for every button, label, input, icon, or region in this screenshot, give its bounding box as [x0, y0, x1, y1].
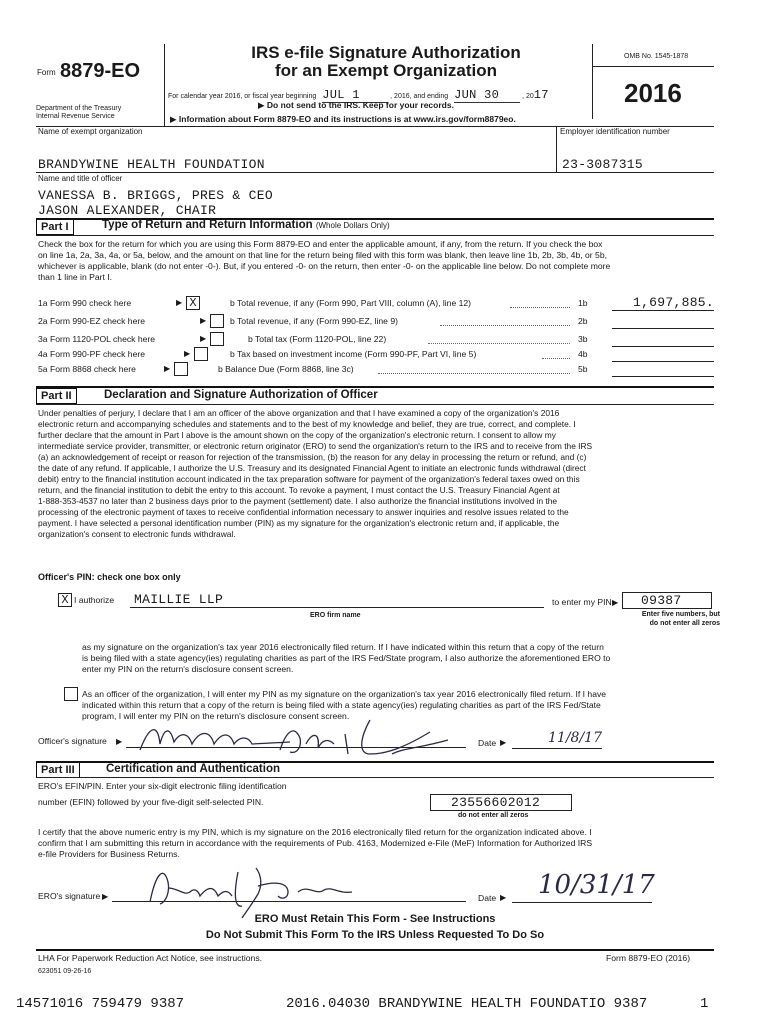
- line-2: 2a Form 990-EZ check here ▶ b Total revenue, if any (Form 990-EZ, line 9) 2b: [38, 314, 718, 328]
- ero-signature-label: ERO's signature: [38, 891, 101, 901]
- efin-label: ERO's EFIN/PIN. Enter your six-digit electronic filing identification number (EFIN) followed by your five-digit self-selected PIN.: [38, 781, 287, 807]
- officer-line-2: JASON ALEXANDER, CHAIR: [38, 203, 217, 218]
- part-2-declaration: Under penalties of perjury, I declare that I am an officer of the above organization and that I have examined a copy of the organization's 2016 electronic return and accompanying schedules and statements and to the best of my knowledge and belief, they are true, correct, and complete. I further declare that the amount in Part I above is the amount shown on the copy of the organization's electronic return. I consent to allow my intermediate service provider, transmitter, or electronic return originator (ERO) to send the organization's return to the IRS and to receive from the IRS (a) an acknowledgement of receipt or reason for rejection of the transmission, (b) the reason for any delay in processing the return or refund, and (c) the date of any refund. If applicable, I authorize the U.S. Treasury and its designated Financial Agent to initiate an electronic funds withdrawal (direct debit) entry to the financial institution account indicated in the tax preparation software for payment of the organization's federal taxes owed on this return, and the financial institution to debit the entry to this account. To revoke a payment, I must contact the U.S. Treasury Financial Agent at 1-888-353-4537 no later than 2 business days prior to the payment (settlement) date. I also authorize the financial institutions involved in the processing of the electronic payment of taxes to receive confidential information necessary to answer inquiries and resolve issues related to the payment. I have selected a personal identification number (PIN) as my signature for the organization's electronic return and, if applicable, the organization's consent to electronic funds withdrawal.: [38, 408, 593, 539]
- efin-note: do not enter all zeros: [458, 812, 529, 819]
- officer-date-label: Date: [478, 738, 497, 748]
- ero-date-label: Date: [478, 893, 497, 903]
- line-3: 3a Form 1120-POL check here ▶ b Total tax (Form 1120-POL, line 22) 3b: [38, 332, 718, 346]
- retention-notice: ERO Must Retain This Form - See Instructions Do Not Submit This Form To the IRS Unless Requested To Do So: [205, 913, 545, 941]
- pin-heading: Officer's PIN: check one box only: [38, 572, 181, 582]
- form-1120pol-checkbox[interactable]: [210, 332, 224, 346]
- page-number: 1: [700, 996, 709, 1012]
- officer-enter-pin-checkbox[interactable]: [64, 687, 78, 701]
- fiscal-end-date: JUN 30: [454, 88, 520, 103]
- do-not-send-notice: ▶ Do not send to the IRS. Keep for your records.: [258, 100, 454, 110]
- arrow-right-icon: ▶: [500, 893, 507, 902]
- part-2-title: Declaration and Signature Authorization of Officer: [104, 389, 378, 401]
- info-notice: ▶ Information about Form 8879-EO and its instructions is at www.irs.gov/form8879eo.: [170, 114, 516, 124]
- fiscal-begin-date: JUL 1: [322, 88, 388, 103]
- ero-signature-date: 10/31/17: [538, 870, 655, 900]
- arrow-right-icon: ▶: [200, 316, 207, 325]
- part-3-label: Part III: [36, 762, 80, 778]
- form-8868-checkbox[interactable]: [174, 362, 188, 376]
- authorize-ero-checkbox[interactable]: X: [58, 593, 72, 607]
- line-4: 4a Form 990-PF check here ▶ b Tax based on investment income (Form 990-PF, Part VI, line 5) 4b: [38, 347, 718, 361]
- pin-note: Enter five numbers, but do not enter all zeros: [641, 611, 720, 627]
- form-990pf-checkbox[interactable]: [194, 347, 208, 361]
- paperwork-notice: LHA For Paperwork Reduction Act Notice, see instructions.: [38, 953, 263, 963]
- arrow-right-icon: ▶: [200, 334, 207, 343]
- title-line-2: for an Exempt Organization: [275, 61, 497, 80]
- form-title: [216, 44, 556, 80]
- officer-signature-date: 11/8/17: [548, 730, 602, 746]
- part-1-label: Part I: [36, 219, 74, 235]
- fiscal-end-year: 17: [533, 88, 549, 102]
- part-1-instructions: Check the box for the return for which you are using this Form 8879-EO and enter the applicable amount, if any, from the return. If you check the box on line 1a, 2a, 3a, 4a, or 5a, below, and the amount on that line for the return being filed with this form was blank, then leave line 1b, 2b, 3b, 4b, or 5b, whichever is applicable, blank (do not enter -0-). But, if you entered -0- on the return, then enter -0- on the applicable line below. Do not complete more than 1 line in Part I.: [38, 239, 611, 282]
- title-line-1: IRS e-file Signature Authorization: [251, 43, 521, 62]
- arrow-right-icon: ▶: [184, 349, 191, 358]
- line-1: 1a Form 990 check here ▶ X b Total revenue, if any (Form 990, Part VIII, column (A), line 12) 1b 1,697,885.: [38, 295, 714, 310]
- ein: 23-3087315: [562, 157, 644, 172]
- org-name: BRANDYWINE HEALTH FOUNDATION: [38, 157, 265, 172]
- arrow-right-icon: ▶: [500, 738, 507, 747]
- form-990ez-checkbox[interactable]: [210, 314, 224, 328]
- form-code: 623051 09-26-16: [38, 968, 92, 975]
- officer-signature: [130, 714, 480, 762]
- officer-line-1: VANESSA B. BRIGGS, PRES & CEO: [38, 188, 273, 203]
- efin-pin-box[interactable]: [430, 794, 572, 811]
- ein-label: Employer identification number: [560, 127, 670, 136]
- department: Department of the Treasury Internal Revenue Service: [36, 105, 122, 120]
- officer-pin: 09387: [641, 593, 682, 608]
- bottom-id-right: 2016.04030 BRANDYWINE HEALTH FOUNDATIO 9387: [286, 996, 648, 1012]
- org-name-label: Name of exempt organization: [38, 127, 143, 136]
- option-1-text: as my signature on the organization's tax year 2016 electronically filed return. If I have indicated within this return that a copy of the return is being filed with a state agency(ies) regulating charities as part of the IRS Fed/State program, I also authorize the aforementioned ERO to enter my PIN on the return's disclosure consent screen.: [82, 642, 611, 674]
- pin-box[interactable]: [622, 592, 712, 609]
- form-number: 8879-EO: [60, 60, 141, 82]
- arrow-right-icon: ▶: [176, 298, 183, 307]
- form-reference: Form 8879-EO (2016): [606, 953, 691, 963]
- form-prefix: Form: [37, 68, 56, 77]
- ero-firm-name: MAILLIE LLP: [134, 592, 224, 607]
- part-3-title: Certification and Authentication: [106, 763, 280, 775]
- fiscal-year-line: For calendar year 2016, or fiscal year beginning JUL 1 , 2016, and ending JUN 30 , 2017: [168, 88, 549, 102]
- omb-number: OMB No. 1545-1878: [624, 53, 689, 60]
- efin-pin: 23556602012: [451, 795, 541, 810]
- total-revenue-990: 1,697,885.: [632, 295, 714, 310]
- officer-label: Name and title of officer: [38, 174, 123, 183]
- part-1-title: Type of Return and Return Information (Whole Dollars Only): [102, 219, 390, 231]
- bottom-id-left: 14571016 759479 9387: [16, 996, 185, 1012]
- option-2-text: As an officer of the organization, I will enter my PIN as my signature on the organization's tax year 2016 electronically filed return. If I have indicated within this return that a copy of the return is being filed with a state agency(ies) regulating charities as part of the IRS Fed/State program, I will enter my PIN on the return's disclosure consent screen.: [82, 689, 607, 721]
- ero-firm-label: ERO firm name: [310, 612, 361, 619]
- officer-signature-label: Officer's signature: [38, 736, 107, 746]
- arrow-right-icon: ▶: [164, 364, 171, 373]
- certification-text: I certify that the above numeric entry is my PIN, which is my signature on the 2016 electronically filed return for the organization indicated above. I confirm that I am submitting this return in accordance with the requirements of Pub. 4163, Modernized e-File (MeF) Information for Authorized IRS e-file Providers for Business Returns.: [38, 827, 593, 859]
- part-2-label: Part II: [36, 388, 77, 404]
- arrow-right-icon: ▶: [102, 892, 109, 901]
- tax-year: 2016: [624, 78, 682, 108]
- arrow-right-icon: ▶: [170, 114, 177, 124]
- form-990-checkbox[interactable]: X: [186, 296, 200, 310]
- line-5: 5a Form 8868 check here ▶ b Balance Due (Form 8868, line 3c) 5b: [38, 362, 718, 376]
- arrow-right-icon: ▶: [258, 100, 265, 110]
- arrow-right-icon: ▶: [612, 598, 619, 607]
- arrow-right-icon: ▶: [116, 737, 123, 746]
